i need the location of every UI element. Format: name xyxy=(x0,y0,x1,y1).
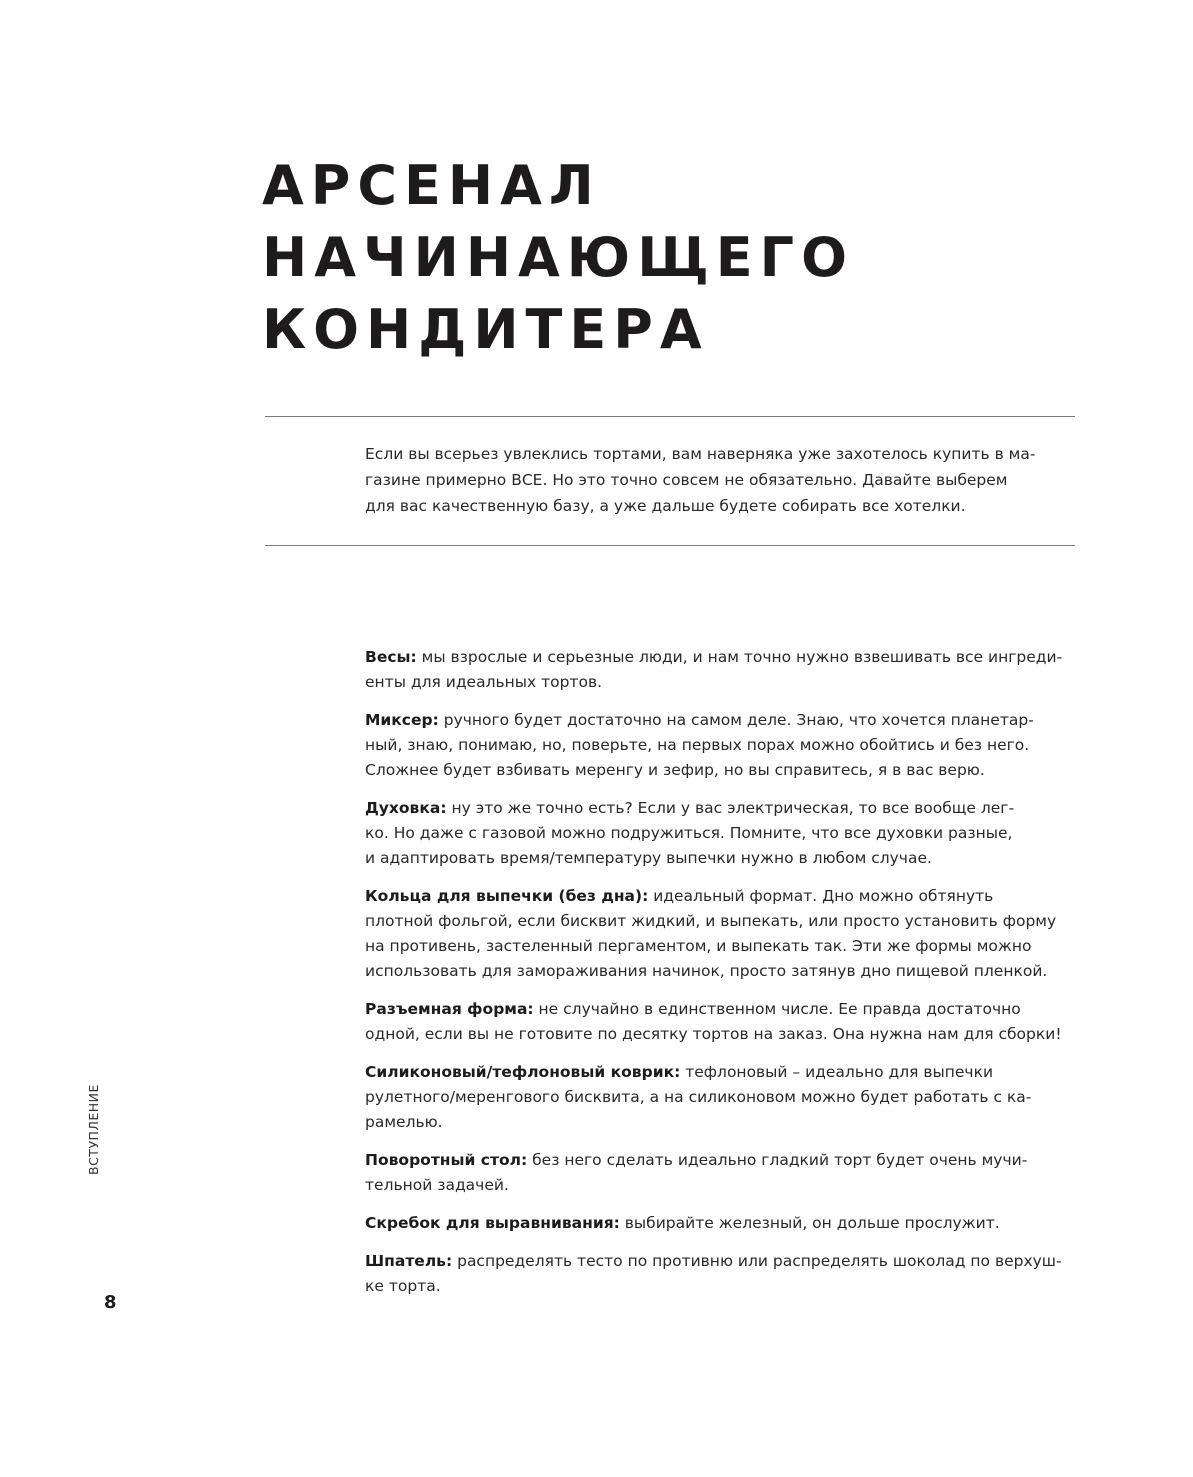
item-line xyxy=(365,997,1077,1022)
item-text: выбирайте железный, он дольше прослужит. xyxy=(619,1214,1000,1232)
intro-line-1: Если вы всерьез увлеклись тортами, вам наверняка уже захотелось купить в ма- xyxy=(365,445,1036,463)
item-line: ке торта. xyxy=(365,1277,441,1295)
item-line xyxy=(365,884,1077,909)
title-line-1: АРСЕНАЛ xyxy=(262,154,601,217)
list-item-scraper xyxy=(365,1211,1077,1236)
item-line xyxy=(365,708,1077,733)
item-term: Кольца для выпечки (без дна): xyxy=(365,887,649,905)
title-line-3: КОНДИТЕРА xyxy=(262,298,709,361)
item-text: тефлоновый – идеально для выпечки xyxy=(680,1063,994,1081)
intro-paragraph xyxy=(365,441,1065,519)
item-line xyxy=(365,1148,1077,1173)
item-text: ну это же точно есть? Если у вас электрическая, то все вообще лег- xyxy=(446,799,1015,817)
item-term: Поворотный стол: xyxy=(365,1151,528,1169)
item-text: идеальный формат. Дно можно обтянуть xyxy=(648,887,994,905)
item-line: использовать для замораживания начинок, просто затянув дно пищевой пленкой. xyxy=(365,962,1048,980)
intro-line-2: газине примерно ВСЕ. Но это точно совсем не обязательно. Давайте выберем xyxy=(365,471,1008,489)
divider-top xyxy=(265,416,1075,417)
page-number: 8 xyxy=(104,1292,117,1313)
item-term: Миксер: xyxy=(365,711,439,729)
item-line xyxy=(365,1211,1077,1236)
item-text: без него сделать идеально гладкий торт будет очень мучи- xyxy=(527,1151,1028,1169)
item-line: одной, если вы не готовите по десятку тортов на заказ. Она нужна нам для сборки! xyxy=(365,1025,1062,1043)
list-item-scales xyxy=(365,645,1077,695)
list-item-springform xyxy=(365,997,1077,1047)
item-line xyxy=(365,1249,1077,1274)
item-line: ный, знаю, понимаю, но, поверьте, на первых порах можно обойтись и без него. xyxy=(365,736,1030,754)
item-line: енты для идеальных тортов. xyxy=(365,673,603,691)
item-term: Весы: xyxy=(365,648,417,666)
item-term: Разъемная форма: xyxy=(365,1000,534,1018)
item-term: Духовка: xyxy=(365,799,447,817)
item-line: и адаптировать время/температуру выпечки нужно в любом случае. xyxy=(365,849,932,867)
divider-bottom xyxy=(265,545,1075,546)
list-item-spatula xyxy=(365,1249,1077,1299)
item-line xyxy=(365,796,1077,821)
list-item-turntable xyxy=(365,1148,1077,1198)
item-line: ко. Но даже с газовой можно подружиться. Помните, что все духовки разные, xyxy=(365,824,1013,842)
item-line: тельной задачей. xyxy=(365,1176,509,1194)
item-line xyxy=(365,645,1077,670)
item-line: плотной фольгой, если бисквит жидкий, и выпекать, или просто установить форму xyxy=(365,912,1057,930)
item-line: на противень, застеленный пергаментом, и выпекать так. Эти же формы можно xyxy=(365,937,1032,955)
list-item-baking-rings xyxy=(365,884,1077,984)
list-item-mixer xyxy=(365,708,1077,783)
item-line: рулетного/меренгового бисквита, а на силиконовом можно будет работать с ка- xyxy=(365,1088,1032,1106)
item-text: мы взрослые и серьезные люди, и нам точно нужно взвешивать все ингреди- xyxy=(416,648,1063,666)
item-text: распределять тесто по противню или распределять шоколад по верхуш- xyxy=(452,1252,1062,1270)
list-item-oven xyxy=(365,796,1077,871)
equipment-list xyxy=(365,645,1077,1312)
item-term: Шпатель: xyxy=(365,1252,453,1270)
item-text: ручного будет достаточно на самом деле. Знаю, что хочется планетар- xyxy=(438,711,1034,729)
item-text: не случайно в единственном числе. Ее правда достаточно xyxy=(533,1000,1021,1018)
page-title xyxy=(262,150,854,366)
intro-line-3: для вас качественную базу, а уже дальше будете собирать все хотелки. xyxy=(365,497,966,515)
title-line-2: НАЧИНАЮЩЕГО xyxy=(262,226,854,289)
section-label: ВСТУПЛЕНИЕ xyxy=(86,1084,101,1175)
item-term: Скребок для выравнивания: xyxy=(365,1214,620,1232)
item-line: Сложнее будет взбивать меренгу и зефир, но вы справитесь, я в вас верю. xyxy=(365,761,985,779)
item-line: рамелью. xyxy=(365,1113,443,1131)
item-line xyxy=(365,1060,1077,1085)
item-term: Силиконовый/тефлоновый коврик: xyxy=(365,1063,681,1081)
list-item-baking-mat xyxy=(365,1060,1077,1135)
